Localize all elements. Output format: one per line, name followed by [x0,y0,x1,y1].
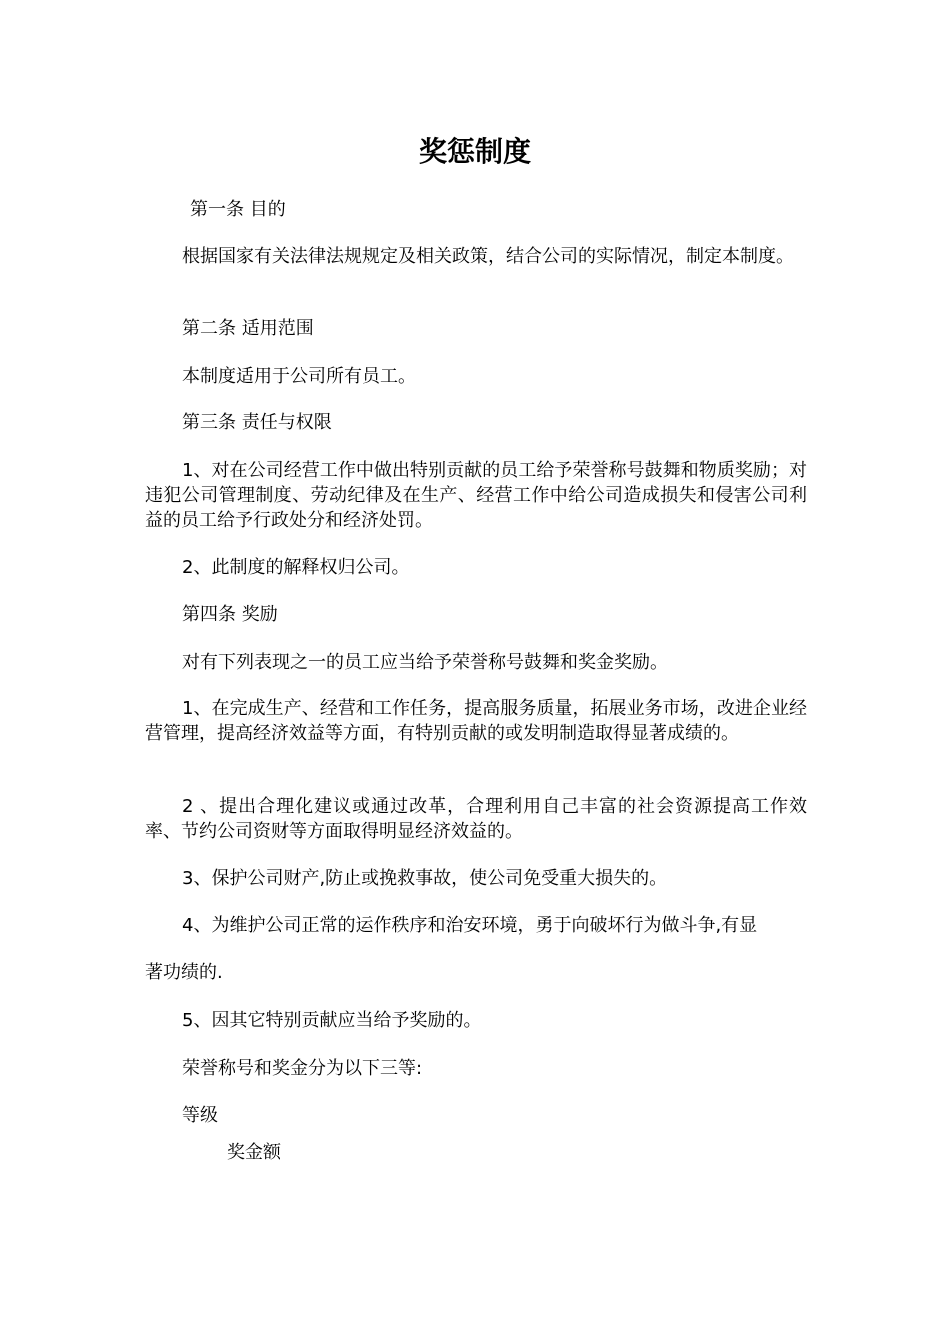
article-3-item-1: 1、对在公司经营工作中做出特别贡献的员工给予荣誉称号鼓舞和物质奖励；对违犯公司管理制度、劳动纪律及在生产、经营工作中给公司造成损失和侵害公司利益的员工给予行政处分和经济处罚。 [145,460,807,531]
reward-item-2: 2 、提出合理化建议或通过改革，合理利用自己丰富的社会资源提高工作效率、节约公司资财等方面取得明显经济效益的。 [145,796,807,842]
article-1-body: 根据国家有关法律法规规定及相关政策，结合公司的实际情况，制定本制度。 [182,246,794,267]
reward-item-3: 3、保护公司财产,防止或挽救事故，使公司免受重大损失的。 [182,868,668,889]
article-1-heading: 第一条 目的 [190,199,286,220]
document-title: 奖惩制度 [418,135,531,168]
table-header-level: 等级 [182,1105,218,1126]
article-2-heading: 第二条 适用范围 [182,318,314,339]
reward-item-4-continued: 著功绩的. [145,962,223,983]
article-4-heading: 第四条 奖励 [182,604,278,625]
reward-item-1: 1、在完成生产、经营和工作任务，提高服务质量，拓展业务市场，改进企业经营管理，提高经济效益等方面，有特别贡献的或发明制造取得显著成绩的。 [145,698,807,744]
article-3-item-2: 2、此制度的解释权归公司。 [182,557,410,578]
reward-item-5: 5、因其它特别贡献应当给予奖励的。 [182,1010,482,1031]
article-4-intro: 对有下列表现之一的员工应当给予荣誉称号鼓舞和奖金奖励。 [182,652,668,673]
article-2-body: 本制度适用于公司所有员工。 [182,366,416,387]
table-header-amount: 奖金额 [227,1142,281,1163]
reward-item-4: 4、为维护公司正常的运作秩序和治安环境，勇于向破坏行为做斗争,有显 [182,915,758,936]
article-3-heading: 第三条 责任与权限 [182,412,332,433]
reward-levels-intro: 荣誉称号和奖金分为以下三等: [182,1058,423,1079]
